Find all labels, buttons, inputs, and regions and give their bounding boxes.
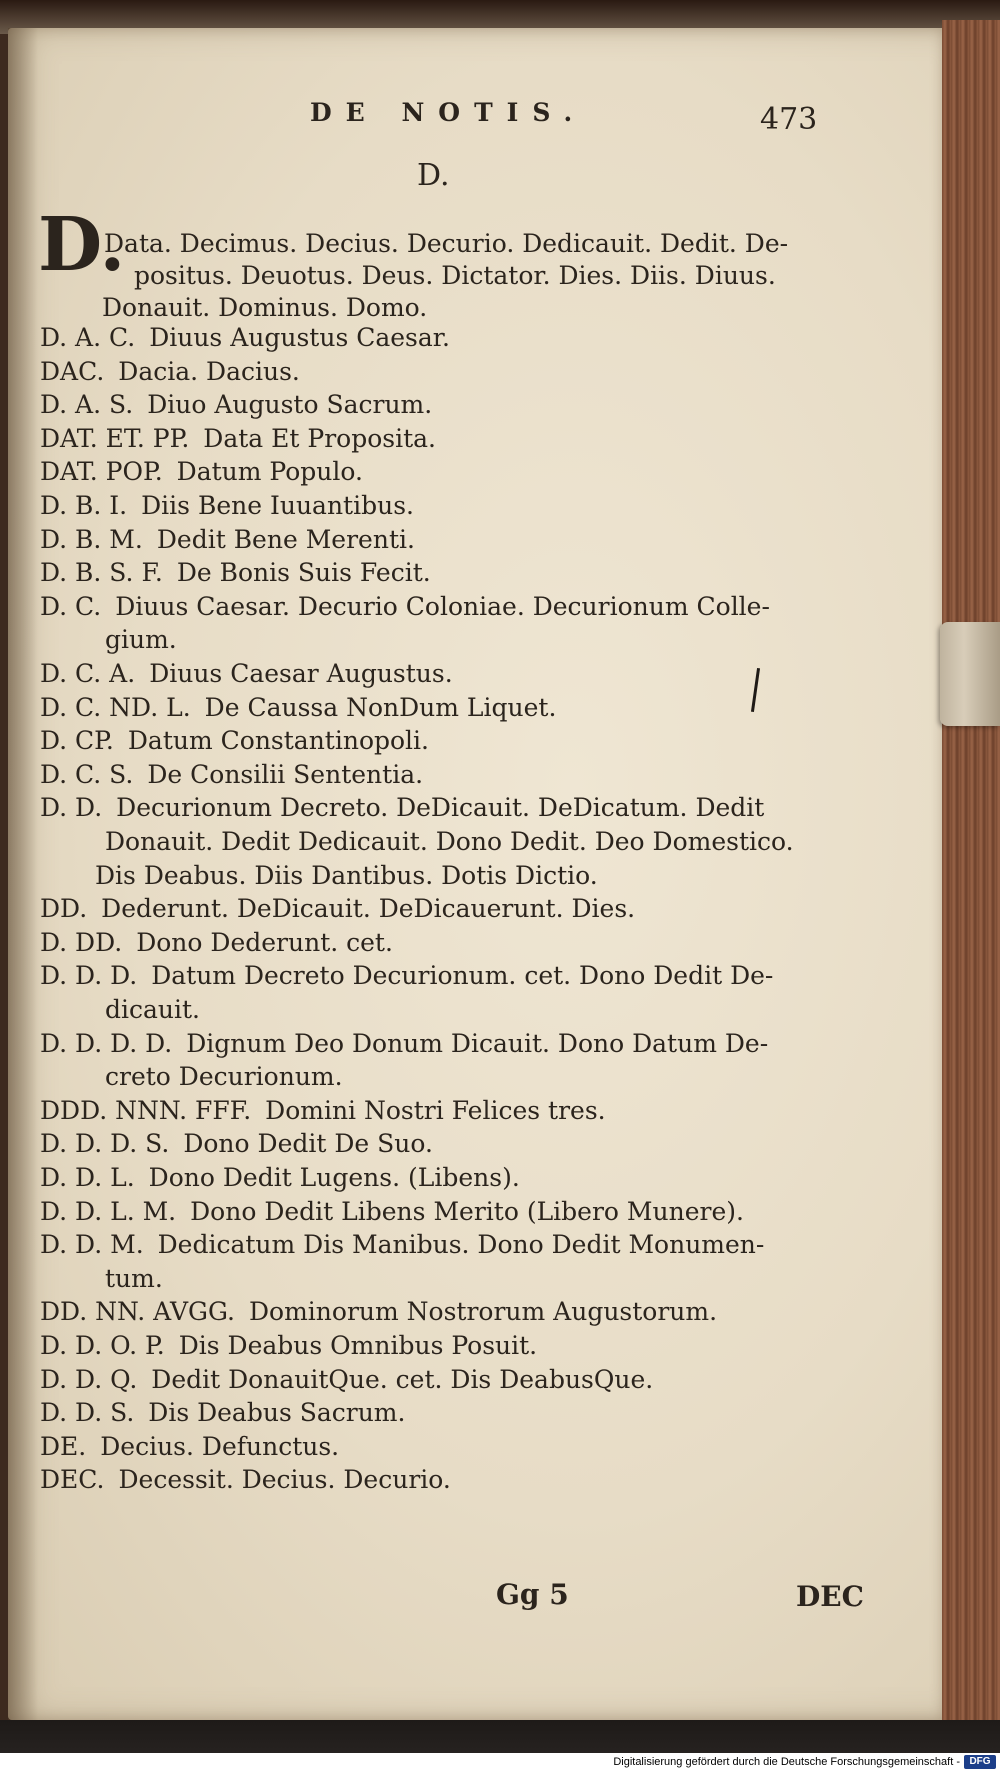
page-edges xyxy=(942,20,1000,1740)
entry-row xyxy=(40,1464,451,1495)
entry-row xyxy=(40,423,436,454)
entry-row xyxy=(40,1364,653,1395)
entry-abbreviation: DD. NN. AVGG. xyxy=(40,1297,235,1327)
entry-row xyxy=(40,389,432,420)
first-entry-line: Data. Decimus. Decius. Decurio. Dedicauit. Dedit. De- xyxy=(104,229,789,258)
entry-abbreviation: D. D. M. xyxy=(40,1230,144,1260)
entry-row xyxy=(40,356,300,387)
entry-abbreviation: D. A. S. xyxy=(40,390,134,420)
entry-expansion: Diuus Caesar Augustus. xyxy=(149,659,453,688)
entry-abbreviation: D. CP. xyxy=(40,726,114,756)
running-head: DE NOTIS. xyxy=(310,98,587,127)
entry-abbreviation: D. A. C. xyxy=(40,323,136,352)
entry-row xyxy=(40,927,393,958)
entry-expansion: Dacia. Dacius. xyxy=(118,356,300,386)
entry-row xyxy=(40,524,415,555)
entry-expansion: De Bonis Suis Fecit. xyxy=(176,558,431,588)
entry-continuation: tum. xyxy=(105,1263,163,1293)
entry-row xyxy=(40,1128,433,1159)
entry-row xyxy=(40,725,429,756)
entry-expansion: Data Et Proposita. xyxy=(203,423,436,453)
entry-abbreviation: DAC. xyxy=(40,356,105,386)
entry-expansion: Datum Constantinopoli. xyxy=(127,726,429,756)
first-entry xyxy=(104,228,864,324)
entry-row xyxy=(40,1330,537,1361)
entry-expansion: De Caussa NonDum Liquet. xyxy=(204,692,557,722)
entry-expansion: Dis Deabus Omnibus Posuit. xyxy=(178,1331,538,1360)
signature-mark: Gg 5 xyxy=(496,1578,569,1611)
entry-abbreviation: D. D. O. P. xyxy=(40,1331,165,1360)
entry-expansion: Datum Decreto Decurionum. cet. Dono Dedit De- xyxy=(151,961,774,991)
first-entry-line: positus. Deuotus. Deus. Dictator. Dies. Diis. Diuus. xyxy=(134,261,776,290)
entry-expansion: De Consilii Sententia. xyxy=(147,759,424,789)
entry-row xyxy=(40,792,764,823)
entry-expansion: Dono Dedit Lugens. (Libens). xyxy=(148,1163,520,1192)
entry-abbreviation: D. D. Q. xyxy=(40,1364,138,1394)
entry-expansion: Dedit DonauitQue. cet. Dis DeabusQue. xyxy=(151,1364,654,1394)
page-number: 473 xyxy=(760,102,818,137)
entry-abbreviation: DDD. NNN. FFF. xyxy=(40,1095,252,1125)
entry-expansion: Domini Nostri Felices tres. xyxy=(265,1095,606,1125)
entry-row xyxy=(40,658,453,689)
entry-expansion: Dono Dederunt. cet. xyxy=(136,927,393,957)
entry-abbreviation: D. D. L. xyxy=(40,1163,135,1192)
entry-expansion: Dono Dedit Libens Merito (Libero Munere). xyxy=(190,1196,744,1226)
entry-abbreviation: DD. xyxy=(40,894,88,924)
bookmark-tab xyxy=(940,622,1000,726)
entry-row xyxy=(40,1162,520,1193)
entry-abbreviation: D. C. xyxy=(40,591,102,621)
entry-row xyxy=(40,1028,768,1059)
entry-row xyxy=(40,1397,405,1428)
entry-abbreviation: D. B. S. F. xyxy=(40,558,163,588)
entry-row xyxy=(40,591,770,622)
catchword: DEC xyxy=(796,1580,864,1613)
entry-abbreviation: D. D. D. D. xyxy=(40,1028,173,1058)
entry-expansion: Diuus Caesar. Decurio Coloniae. Decurionum Colle- xyxy=(115,591,770,621)
entry-abbreviation: DEC. xyxy=(40,1465,105,1495)
entry-expansion: Decius. Defunctus. xyxy=(100,1431,340,1461)
entry-abbreviation: D. C. A. xyxy=(40,659,136,688)
entry-expansion: Dedicatum Dis Manibus. Dono Dedit Monumen- xyxy=(157,1230,765,1260)
entry-continuation: dicauit. xyxy=(105,995,200,1024)
entry-row xyxy=(40,1229,764,1260)
digitization-credit: Digitalisierung gefördert durch die Deutsche Forschungsgemeinschaft - xyxy=(613,1756,960,1768)
entry-row xyxy=(40,893,635,924)
entry-abbreviation: D. D. S. xyxy=(40,1398,135,1428)
entry-abbreviation: D. D. xyxy=(40,793,103,823)
entry-row xyxy=(40,557,431,588)
entry-row xyxy=(40,1196,744,1227)
entry-expansion: Decurionum Decreto. DeDicauit. DeDicatum. Dedit xyxy=(116,793,765,823)
entry-continuation: Donauit. Dedit Dedicauit. Dono Dedit. Deo Domestico. xyxy=(105,827,794,856)
gutter-shadow xyxy=(8,28,38,1720)
entry-abbreviation: D. D. L. M. xyxy=(40,1196,177,1226)
entry-abbreviation: D. D. D. xyxy=(40,961,138,991)
entry-abbreviation: DE. xyxy=(40,1431,87,1461)
entry-expansion: Decessit. Decius. Decurio. xyxy=(118,1465,451,1495)
entry-row xyxy=(40,1095,606,1126)
entry-abbreviation: D. C. ND. L. xyxy=(40,692,191,722)
first-entry-line: Donauit. Dominus. Domo. xyxy=(102,293,428,322)
entry-row xyxy=(40,1296,717,1327)
entry-row xyxy=(40,759,423,790)
entry-abbreviation: D. DD. xyxy=(40,927,123,957)
entry-expansion: Diis Bene Iuuantibus. xyxy=(141,491,414,520)
entry-abbreviation: D. B. M. xyxy=(40,524,143,554)
entry-expansion: Dederunt. DeDicauit. DeDicauerunt. Dies. xyxy=(101,894,636,924)
entry-continuation: Dis Deabus. Diis Dantibus. Dotis Dictio. xyxy=(95,860,598,890)
entry-continuation: gium. xyxy=(105,625,177,655)
entry-expansion: Dis Deabus Sacrum. xyxy=(148,1398,406,1428)
entry-row xyxy=(40,322,450,353)
entry-expansion: Datum Populo. xyxy=(176,457,363,487)
dfg-logo: DFG xyxy=(964,1755,996,1769)
entry-row xyxy=(40,490,414,521)
entry-abbreviation: DAT. ET. PP. xyxy=(40,423,190,453)
section-letter: D. xyxy=(417,158,450,193)
entry-continuation: creto Decurionum. xyxy=(105,1062,343,1092)
entry-expansion: Dono Dedit De Suo. xyxy=(183,1129,433,1159)
entry-abbreviation: D. B. I. xyxy=(40,491,128,520)
entry-abbreviation: D. D. D. S. xyxy=(40,1129,170,1159)
entry-row xyxy=(40,960,773,991)
entry-expansion: Diuus Augustus Caesar. xyxy=(149,323,450,352)
entry-expansion: Dominorum Nostrorum Augustorum. xyxy=(249,1297,718,1327)
entry-abbreviation: D. C. S. xyxy=(40,759,134,789)
entry-expansion: Dedit Bene Merenti. xyxy=(156,524,415,554)
entry-expansion: Dignum Deo Donum Dicauit. Dono Datum De- xyxy=(186,1028,769,1058)
entry-expansion: Diuo Augusto Sacrum. xyxy=(147,390,433,420)
entry-row xyxy=(40,456,363,487)
entry-abbreviation: DAT. POP. xyxy=(40,457,163,487)
entry-row xyxy=(40,1431,339,1462)
drop-cap: D. xyxy=(38,202,126,288)
entry-row xyxy=(40,692,556,723)
